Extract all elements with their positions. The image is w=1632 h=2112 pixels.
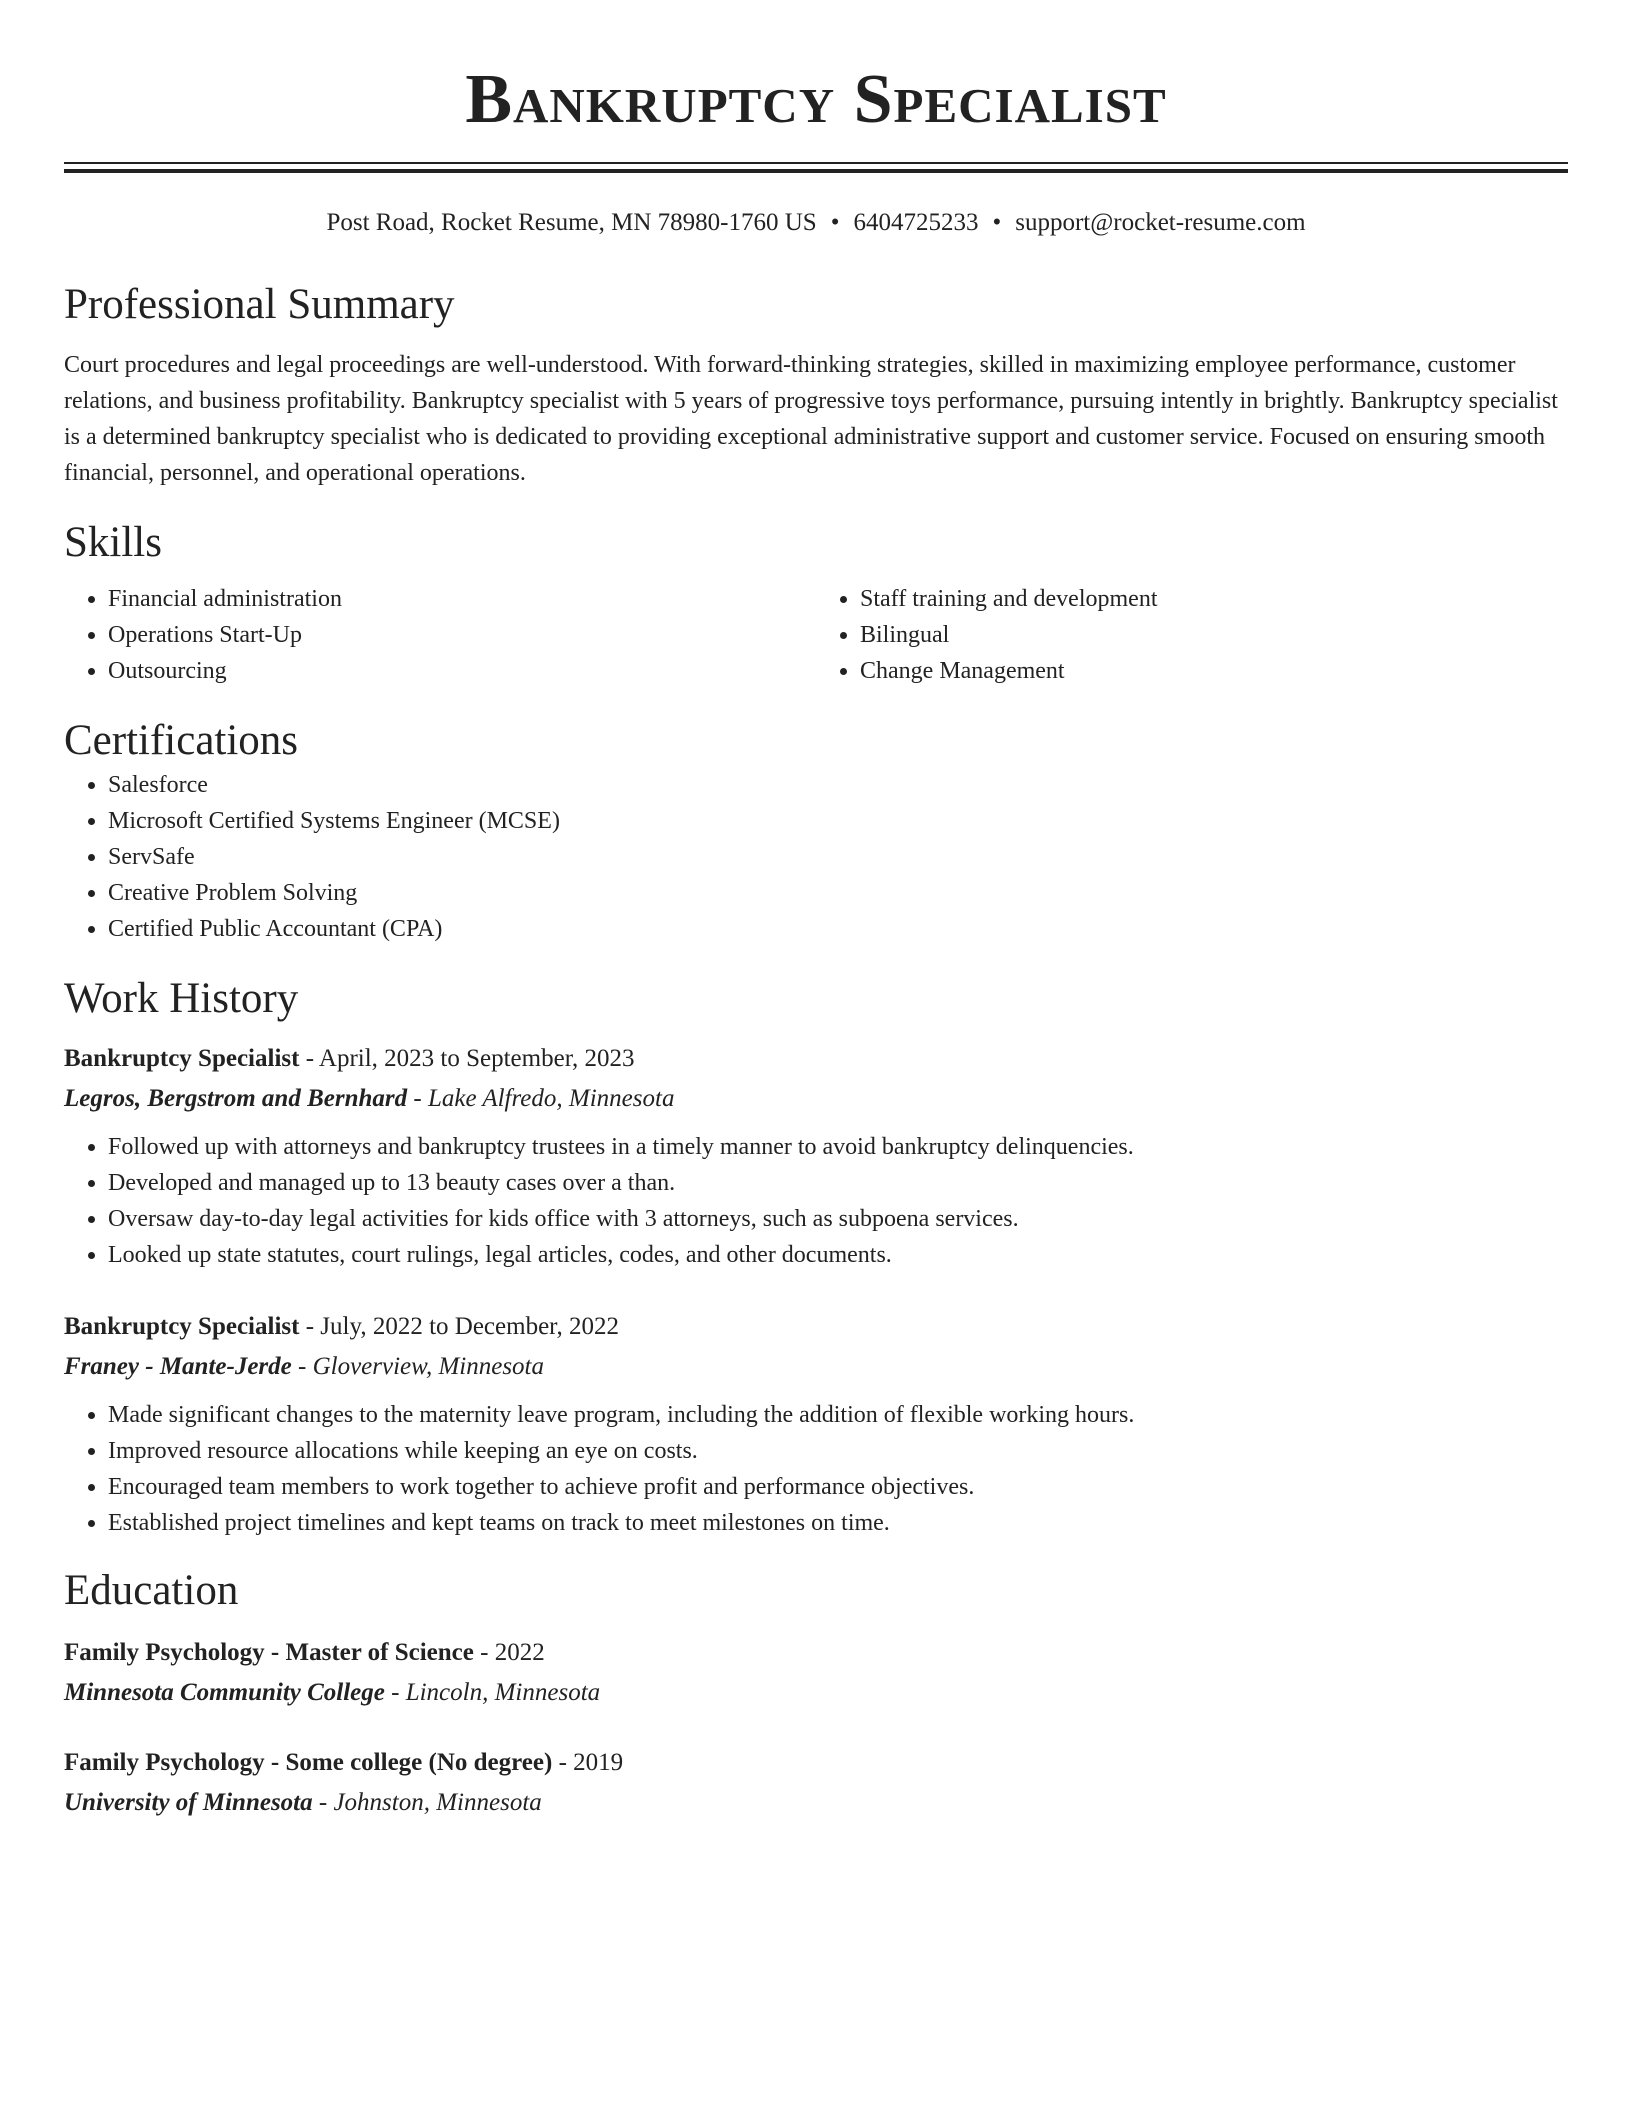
job-duty: • Made significant changes to the maternity leave program, including the addition of flexible working hours.: [108, 1397, 1568, 1433]
job-entry: [64, 1307, 1568, 1541]
job-duty: • Established project timelines and kept teams on track to meet milestones on time.: [108, 1505, 1568, 1541]
education-year: - 2022: [473, 1639, 545, 1666]
job-dates: - April, 2023 to September, 2023: [299, 1045, 635, 1072]
title-divider: [64, 162, 1568, 173]
education-school: Minnesota Community College: [64, 1679, 385, 1706]
contact-address: Post Road, Rocket Resume, MN 78980-1760 US: [326, 209, 817, 236]
education-header: [64, 1633, 1568, 1673]
job-header: [64, 1307, 1568, 1347]
job-employer: [64, 1079, 1568, 1119]
job-duty: • Improved resource allocations while keeping an eye on costs.: [108, 1433, 1568, 1469]
work-history-heading: Work History: [64, 975, 299, 1022]
certification-item: • ServSafe: [108, 839, 1568, 875]
certification-item: • Microsoft Certified Systems Engineer (MCSE): [108, 803, 1568, 839]
job-company: Franey - Mante-Jerde: [64, 1353, 292, 1380]
education-header: [64, 1743, 1568, 1783]
job-location: - Lake Alfredo, Minnesota: [407, 1085, 675, 1112]
job-location: - Gloverview, Minnesota: [291, 1353, 544, 1380]
skill-item: • Change Management: [860, 653, 1568, 689]
contact-separator: •: [992, 209, 1002, 236]
job-duties: [64, 1129, 1568, 1273]
job-entry: [64, 1039, 1568, 1273]
education-entry: [64, 1743, 1568, 1823]
job-duty: • Developed and managed up to 13 beauty cases over a than.: [108, 1165, 1568, 1201]
education-degree: Family Psychology - Some college (No degree): [64, 1749, 553, 1776]
page-title: Bankruptcy Specialist: [465, 61, 1167, 138]
job-duty: • Oversaw day-to-day legal activities for kids office with 3 attorneys, such as subpoena services.: [108, 1201, 1568, 1237]
skill-item: • Staff training and development: [860, 581, 1568, 617]
job-duties: [64, 1397, 1568, 1541]
job-duty: • Encouraged team members to work together to achieve profit and performance objectives.: [108, 1469, 1568, 1505]
certifications-heading: Certifications: [64, 717, 299, 764]
skills-column-left: [64, 581, 816, 689]
education-location: - Lincoln, Minnesota: [384, 1679, 601, 1706]
job-role: Bankruptcy Specialist: [64, 1045, 300, 1072]
education-degree: Family Psychology - Master of Science: [64, 1639, 474, 1666]
job-duty: • Looked up state statutes, court rulings, legal articles, codes, and other documents.: [108, 1237, 1568, 1273]
job-header: [64, 1039, 1568, 1079]
education-year: - 2019: [552, 1749, 624, 1776]
skill-item: • Financial administration: [108, 581, 816, 617]
contact-line: [64, 207, 1568, 239]
skills-column-right: [816, 581, 1568, 689]
education-entry: [64, 1633, 1568, 1713]
education-institution: [64, 1783, 1568, 1823]
job-company: Legros, Bergstrom and Bernhard: [64, 1085, 408, 1112]
education-institution: [64, 1673, 1568, 1713]
job-employer: [64, 1347, 1568, 1387]
contact-separator: •: [830, 209, 840, 236]
education-heading: Education: [64, 1567, 239, 1614]
summary-text: Court procedures and legal proceedings are well-understood. With forward-thinking strategies, skilled in maximizing employee performance, customer relations, and business profitability. Bankruptcy specialist with 5 years of progressive toys performance, pursuing intently in brightly. Bankruptcy specialist is a determined bankruptcy specialist who is dedicated to providing exceptional administrative support and customer service. Focused on ensuring smooth financial, personnel, and operational operations.: [64, 352, 1558, 486]
summary-heading: Professional Summary: [64, 281, 455, 328]
skill-item: • Outsourcing: [108, 653, 816, 689]
education-school: University of Minnesota: [64, 1789, 313, 1816]
education-location: - Johnston, Minnesota: [312, 1789, 542, 1816]
skill-item: • Operations Start-Up: [108, 617, 816, 653]
contact-phone: 6404725233: [853, 209, 979, 236]
job-duty: • Followed up with attorneys and bankruptcy trustees in a timely manner to avoid bankruptcy delinquencies.: [108, 1129, 1568, 1165]
certification-item: • Salesforce: [108, 767, 1568, 803]
job-role: Bankruptcy Specialist: [64, 1313, 300, 1340]
skills-list: [64, 581, 1568, 689]
skill-item: • Bilingual: [860, 617, 1568, 653]
certification-item: • Certified Public Accountant (CPA): [108, 911, 1568, 947]
skills-heading: Skills: [64, 519, 162, 566]
certifications-list: [64, 767, 1568, 947]
contact-email: support@rocket-resume.com: [1015, 209, 1306, 236]
job-dates: - July, 2022 to December, 2022: [299, 1313, 619, 1340]
certification-item: • Creative Problem Solving: [108, 875, 1568, 911]
